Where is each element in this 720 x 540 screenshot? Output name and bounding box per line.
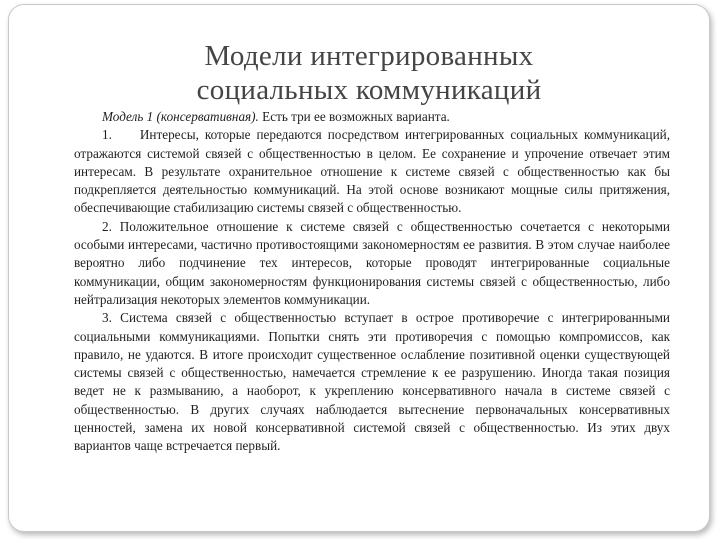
variant-1-paragraph (74, 126, 670, 217)
variant-3-paragraph: 3. Система связей с общественностью вступает в острое противоречие с интегрированными социальными коммуникациями. Попытки снять эти противоречия с помощью компромиссов, как правило, не удаются. В итоге происходит существенное ослабление позитивной оценки существующей системы связей с общественностью, намечается стремление к ее разрушению. Иногда такая позиция ведет не к размыванию, а наоборот, к укреплению консервативного начала в системе связей с общественностью. В других случаях наблюдается вытеснение первоначальных консервативных ценностей, замена их новой консервативной системой связей с общественностью. Из этих двух вариантов чаще встречается первый. (74, 310, 670, 454)
variant-1-number: 1. (102, 127, 112, 143)
slide-title-line-2: социальных коммуникаций (196, 74, 542, 106)
slide-title-line-1: Модели интегрированных (204, 40, 534, 72)
body-text (74, 108, 670, 456)
variant-1-text: Интересы, которые передаются посредством интегрированных социальных коммуникаций, отражаются системой связей с общественностью в целом. Ее сохранение и упрочение отвечает этим интересам. В результате охранительное отношение к системе связей с общественностью как бы подкрепляется деятельностью коммуникаций. На этой основе возникают мощные силы притяжения, обеспечивающие стабилизацию системы связей с общественностью. (74, 127, 670, 216)
variant-2-paragraph: 2. Положительное отношение к системе связей с общественностью сочетается с некоторыми особыми интересами, частично противостоящими закономерностям ее развития. В этом случае наиболее вероятно либо подчинение тех интересов, которые проводят интегрированные социальные коммуникации, общим закономерностям функционирования системы связей с общественностью, либо нейтрализация некоторых элементов коммуникации. (74, 218, 670, 307)
model-name: Модель 1 (консервативная). (102, 109, 259, 124)
slide-title (69, 39, 669, 107)
intro-paragraph (74, 108, 670, 126)
intro-text: Есть три ее возможных варианта. (258, 109, 450, 124)
